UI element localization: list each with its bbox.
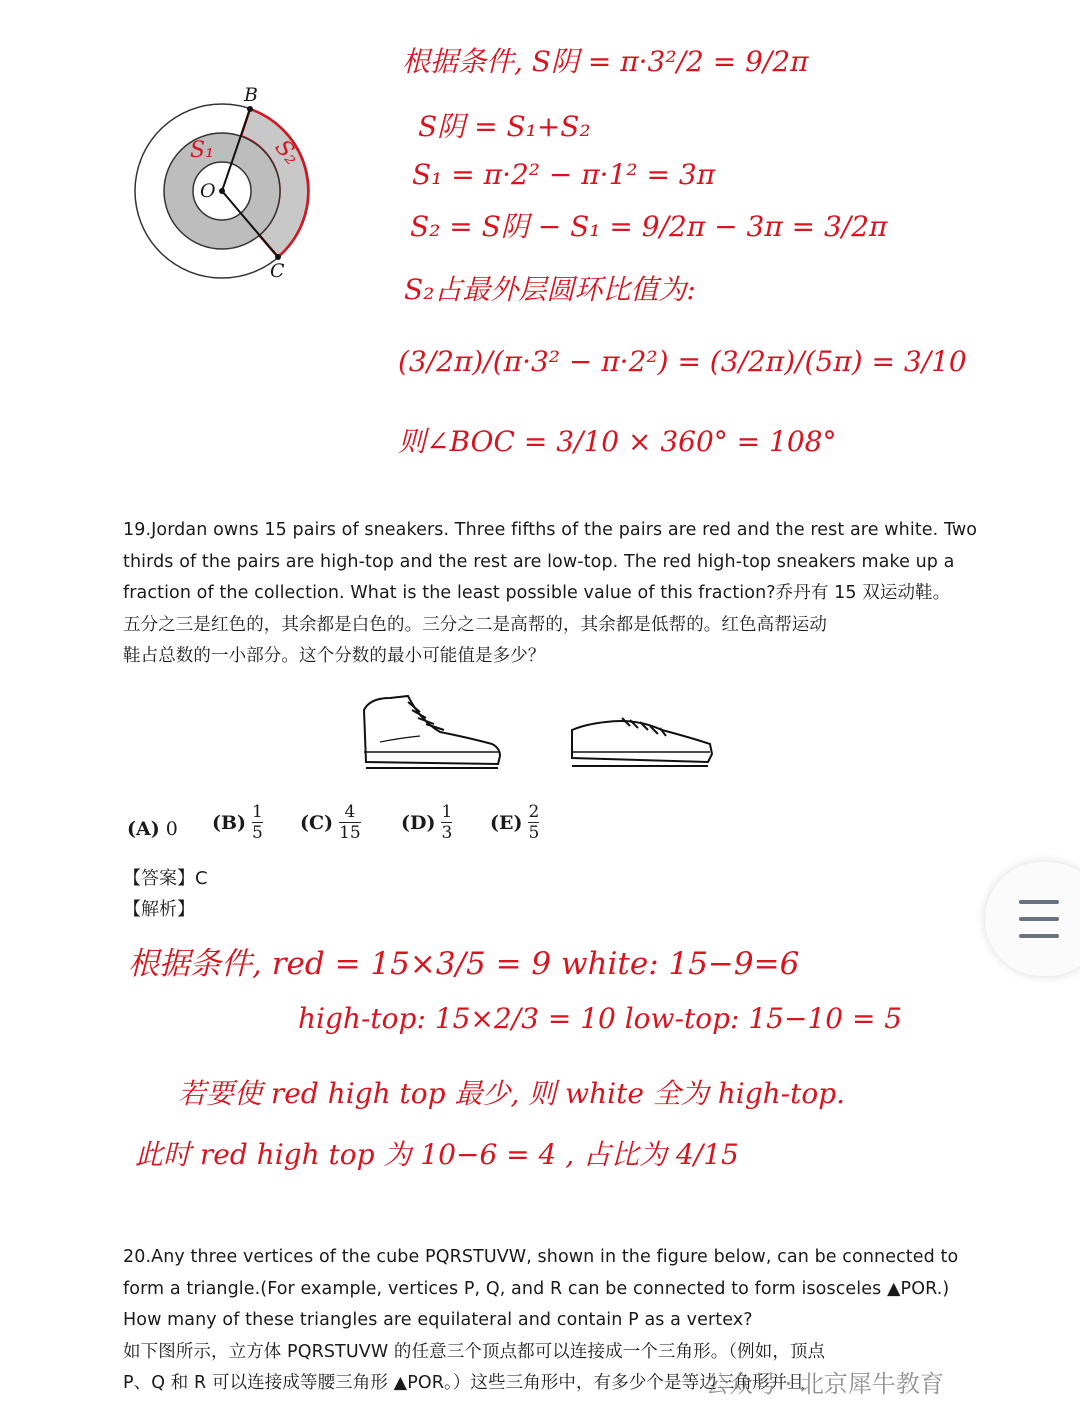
q20-line: P、Q 和 R 可以连接成等腰三角形 ▲POR。）这些三角形中，有多少个是等边三角形并且	[123, 1373, 805, 1393]
choice-b	[212, 803, 263, 842]
q19-line: 19.Jordan owns 15 pairs of sneakers. Three fifths of the pairs are red and the rest are white. Two	[123, 520, 978, 540]
fraction	[441, 803, 452, 842]
label-c: C	[270, 260, 285, 282]
high-top-sneaker-image	[360, 690, 505, 775]
q18-solution-line: 根据条件, S阴 = π·3²/2 = 9/2π	[402, 45, 809, 78]
choice-label: (D)	[401, 811, 436, 834]
q18-solution-line: S₁ = π·2² − π·1² = 3π	[412, 158, 716, 191]
q19-line: 五分之三是红色的，其余都是白色的。三分之二是高帮的，其余都是低帮的。红色高帮运动	[123, 614, 827, 635]
numerator: 1	[441, 802, 453, 822]
q19-line: 鞋占总数的一小部分。这个分数的最小可能值是多少？	[123, 646, 546, 666]
denominator: 3	[441, 823, 453, 843]
label-s2: S₂	[269, 135, 305, 170]
q19-solution-line: high-top: 15×2/3 = 10 low-top: 15−10 = 5	[298, 1002, 903, 1035]
numerator: 2	[528, 802, 540, 822]
q19-line: thirds of the pairs are high-top and the rest are low-top. The red high-top sneakers make up a	[123, 551, 955, 572]
q19-line: fraction of the collection. What is the least possible value of this fraction?乔丹有 15 双运动鞋。	[123, 583, 951, 603]
q18-solution-line: 则∠BOC = 3/10 × 360° = 108°	[398, 425, 837, 458]
menu-button[interactable]	[985, 862, 1080, 976]
q18-solution-line: S₂ = S阴 − S₁ = 9/2π − 3π = 3/2π	[410, 210, 888, 243]
numerator: 4	[344, 802, 356, 822]
choice-d	[401, 803, 452, 842]
choice-value: 0	[165, 818, 178, 840]
choice-label: (B)	[212, 811, 247, 834]
choice-e	[490, 803, 539, 842]
q20-line: form a triangle.(For example, vertices P, Q, and R can be connected to form isosceles ▲POR.)	[123, 1278, 950, 1299]
menu-icon	[1019, 934, 1059, 938]
q18-solution-line: (3/2π)/(π·3² − π·2²) = (3/2π)/(5π) = 3/10	[398, 345, 967, 378]
denominator: 15	[339, 823, 361, 843]
choice-label: (E)	[490, 811, 523, 834]
answer-label: 【答案】	[123, 868, 195, 889]
watermark: 公众号 · 北京犀牛教育	[705, 1370, 944, 1398]
fraction	[528, 803, 539, 842]
fraction	[252, 803, 263, 842]
q20-line: How many of these triangles are equilateral and contain P as a vertex?	[123, 1310, 753, 1330]
q19-solution-line: 此时 red high top 为 10−6 = 4 , 占比为 4/15	[135, 1138, 739, 1171]
q19-solution-line: 若要使 red high top 最少, 则 white 全为 high-top.	[178, 1077, 846, 1110]
label-s1: S₁	[190, 138, 214, 163]
answer-value: C	[195, 868, 208, 889]
menu-icon	[1019, 900, 1059, 904]
numerator: 1	[252, 802, 263, 822]
q19-question	[123, 515, 978, 673]
label-o: O	[200, 180, 216, 202]
denominator: 5	[528, 823, 540, 843]
choice-label: (A)	[127, 818, 160, 840]
fraction	[339, 803, 361, 842]
low-top-sneaker-image	[566, 708, 718, 770]
choice-a	[127, 818, 178, 840]
answer-line	[123, 864, 208, 890]
choice-c	[300, 803, 361, 842]
choice-label: (C)	[300, 811, 334, 834]
q20-line: 如下图所示，立方体 PQRSTUVW 的任意三个顶点都可以连接成一个三角形。（例如，顶点	[123, 1341, 826, 1362]
q18-solution-line: S₂占最外层圆环比值为:	[404, 273, 696, 306]
annulus-figure	[120, 80, 340, 290]
denominator: 5	[252, 823, 263, 843]
q19-solution-line: 根据条件, red = 15×3/5 = 9 white: 15−9=6	[128, 946, 800, 982]
analysis-label: 【解析】	[123, 899, 195, 920]
q20-line: 20.Any three vertices of the cube PQRSTUVW, shown in the figure below, can be connected to	[123, 1247, 959, 1267]
q18-solution-line: S阴 = S₁+S₂	[418, 110, 591, 143]
menu-icon	[1019, 917, 1059, 921]
label-b: B	[244, 84, 258, 106]
